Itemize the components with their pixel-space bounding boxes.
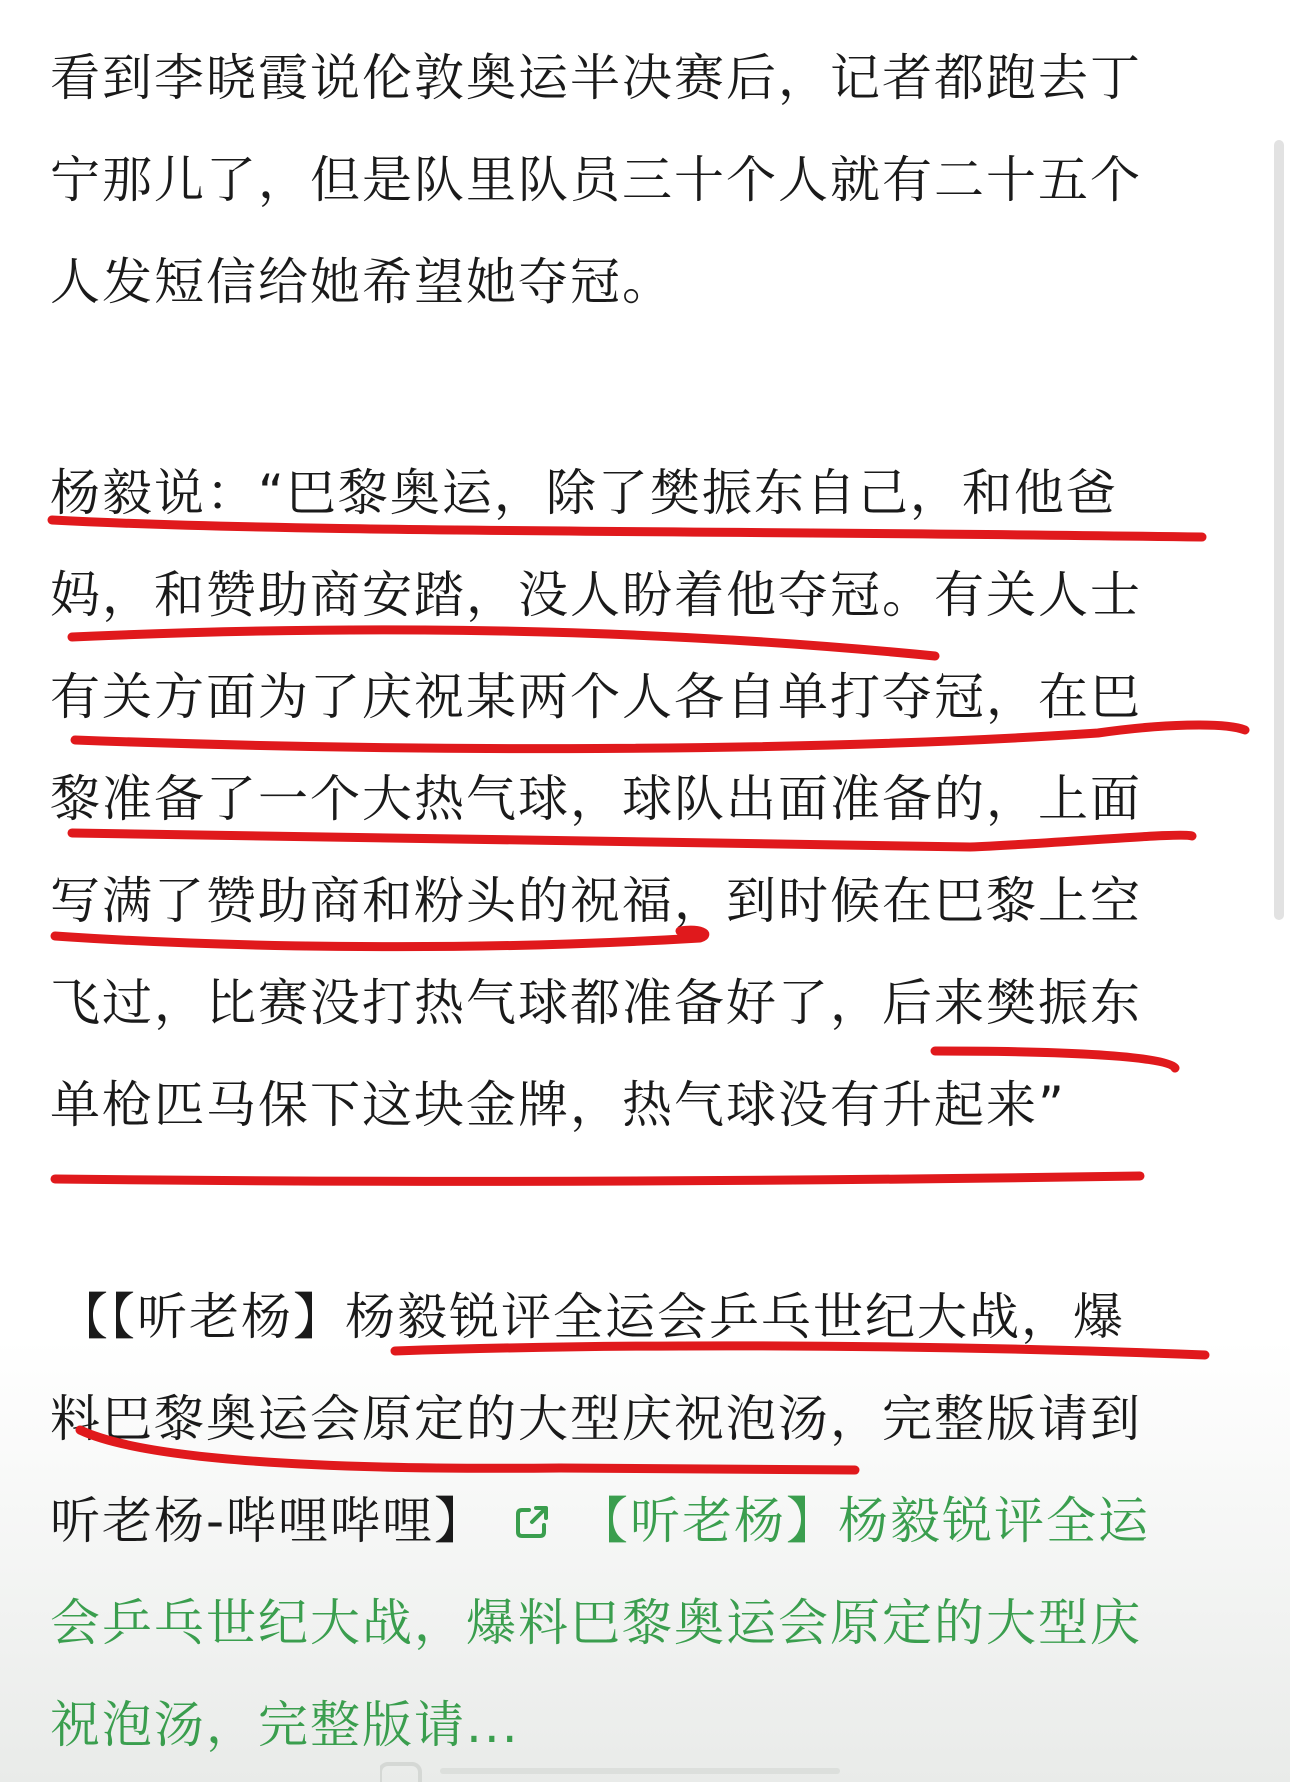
paragraph-line: 看到李晓霞说伦敦奥运半决赛后，记者都跑去丁: [50, 49, 1142, 107]
paragraph-line: 飞过，比赛没打热气球都准备好了，后来樊振东: [50, 974, 1142, 1032]
paragraph-line: 宁那儿了，但是队里队员三十个人就有二十五个: [50, 151, 1142, 209]
paragraph-line: [50, 1491, 1150, 1551]
paragraph-line: 【【听老杨】杨毅锐评全运会乒乓世纪大战，爆: [58, 1288, 1125, 1346]
paragraph-line: 写满了赞助商和粉头的祝福，到时候在巴黎上空: [50, 872, 1142, 930]
underline-mark: [55, 930, 705, 946]
scrollbar[interactable]: [1274, 140, 1284, 920]
paragraph-line: 单枪匹马保下这块金牌，热气球没有升起来”: [50, 1076, 1066, 1134]
bilibili-video-link[interactable]: 【听老杨】杨毅锐评全运: [578, 1492, 1151, 1550]
paragraph-line: 黎准备了一个大热气球，球队出面准备的，上面: [50, 770, 1142, 828]
paragraph-line: 料巴黎奥运会原定的大型庆祝泡汤，完整版请到: [50, 1390, 1142, 1448]
source-text: 听老杨-哔哩哔哩】: [50, 1492, 487, 1550]
underline-mark: [72, 833, 1192, 847]
underline-mark: [55, 1176, 1140, 1181]
underline-mark: [395, 1346, 1205, 1355]
underline-mark: [75, 725, 1245, 749]
paragraph-line: 杨毅说：“巴黎奥运，除了樊振东自己，和他爸: [50, 464, 1118, 522]
watermark: [380, 1754, 860, 1782]
paragraph-line: 有关方面为了庆祝某两个人各自单打夺冠，在巴: [50, 668, 1142, 726]
underline-mark: [935, 1051, 1175, 1068]
external-link-icon[interactable]: [512, 1495, 552, 1535]
paragraph-line: 人发短信给她希望她夺冠。: [50, 253, 674, 311]
bilibili-video-link-line[interactable]: 祝泡汤，完整版请...: [50, 1696, 520, 1754]
bilibili-video-link-line[interactable]: 会乒乓世纪大战，爆料巴黎奥运会原定的大型庆: [50, 1594, 1142, 1652]
underline-mark: [72, 630, 935, 656]
paragraph-line: 妈，和赞助商安踏，没人盼着他夺冠。有关人士: [50, 566, 1142, 624]
